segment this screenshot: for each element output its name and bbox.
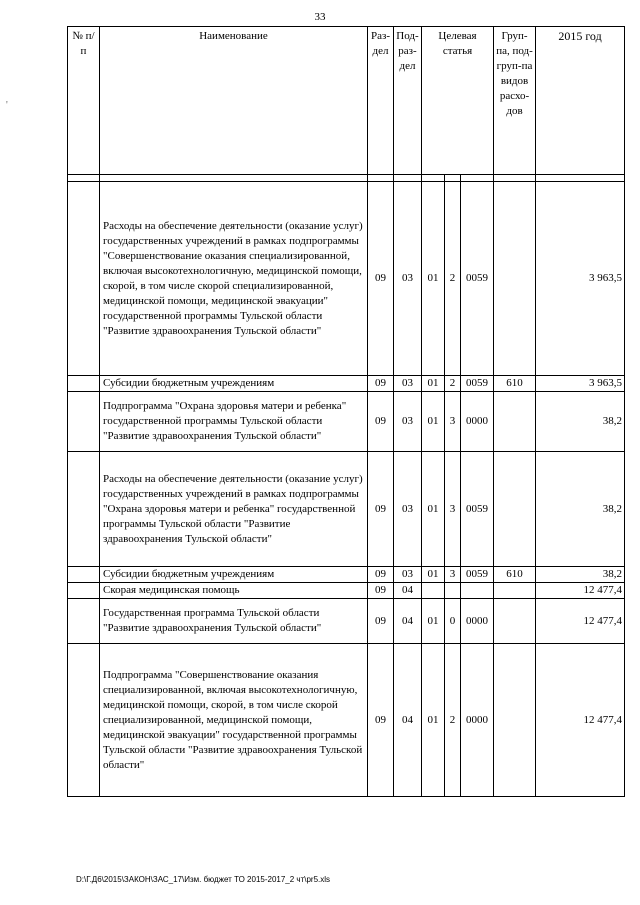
target-direction-cell: 0059 — [461, 182, 494, 376]
target-subprogram-cell: 3 — [445, 452, 461, 567]
target-program-cell: 01 — [422, 392, 445, 452]
header-group: Груп-па, под-груп-па видов расхо-дов — [494, 27, 536, 175]
table-row — [68, 182, 625, 376]
podrazdel-cell: 03 — [394, 452, 422, 567]
target-direction-cell: 0059 — [461, 376, 494, 392]
name-cell: Расходы на обеспечение деятельности (оказание услуг) государственных учреждений в рамках подпрограммы "Совершенствование оказания специализированной, включая высокотехнологичную, медицинской помощи, скорой, в том числе скорой специализированной, медицинской помощи, медицинской эвакуации" государственной программы Тульской области "Развитие здравоохранения Тульской области" — [100, 182, 368, 376]
amount-cell: 12 477,4 — [536, 599, 625, 644]
target-subprogram-cell: 2 — [445, 182, 461, 376]
razdel-cell: 09 — [368, 567, 394, 583]
amount-cell: 38,2 — [536, 567, 625, 583]
podrazdel-cell: 03 — [394, 182, 422, 376]
razdel-cell: 09 — [368, 452, 394, 567]
num-cell — [68, 376, 100, 392]
expense-type-cell — [494, 599, 536, 644]
target-subprogram-cell: 0 — [445, 599, 461, 644]
podrazdel-cell: 04 — [394, 583, 422, 599]
header-num: № п/п — [68, 27, 100, 175]
name-cell: Государственная программа Тульской области "Развитие здравоохранения Тульской области" — [100, 599, 368, 644]
target-program-cell: 01 — [422, 644, 445, 797]
expense-type-cell — [494, 583, 536, 599]
target-subprogram-cell: 3 — [445, 567, 461, 583]
podrazdel-cell: 04 — [394, 644, 422, 797]
file-path-footer: D:\Г.Д6\2015\ЗАКОН\ЗАС_17\Изм. бюджет ТО 2015-2017_2 чт\pr5.xls — [76, 875, 331, 884]
podrazdel-cell: 04 — [394, 599, 422, 644]
target-program-cell: 01 — [422, 599, 445, 644]
table-row — [68, 583, 625, 599]
header-name: Наименование — [100, 27, 368, 175]
header-year: 2015 год — [536, 27, 625, 175]
expense-type-cell — [494, 452, 536, 567]
budget-table — [67, 26, 625, 797]
margin-mark: ' — [6, 100, 8, 111]
num-cell — [68, 452, 100, 567]
table-row — [68, 392, 625, 452]
razdel-cell: 09 — [368, 583, 394, 599]
expense-type-cell — [494, 644, 536, 797]
num-cell — [68, 392, 100, 452]
name-cell: Субсидии бюджетным учреждениям — [100, 376, 368, 392]
target-program-cell: 01 — [422, 182, 445, 376]
name-cell: Скорая медицинская помощь — [100, 583, 368, 599]
header-target: Целевая статья — [422, 27, 494, 175]
podrazdel-cell: 03 — [394, 392, 422, 452]
header-gap-row — [68, 175, 625, 182]
header-row — [68, 27, 625, 175]
expense-type-cell — [494, 392, 536, 452]
target-subprogram-cell: 2 — [445, 644, 461, 797]
razdel-cell: 09 — [368, 182, 394, 376]
target-program-cell: 01 — [422, 567, 445, 583]
name-cell: Расходы на обеспечение деятельности (оказание услуг) государственных учреждений в рамках подпрограммы "Охрана здоровья матери и ребенка" государственной программы Тульской области "Развитие здравоохранения Тульской области" — [100, 452, 368, 567]
target-direction-cell: 0000 — [461, 392, 494, 452]
expense-type-cell: 610 — [494, 567, 536, 583]
num-cell — [68, 583, 100, 599]
podrazdel-cell: 03 — [394, 567, 422, 583]
target-program-cell: 01 — [422, 376, 445, 392]
table-row — [68, 644, 625, 797]
target-subprogram-cell: 2 — [445, 376, 461, 392]
name-cell: Подпрограмма "Совершенствование оказания специализированной, включая высокотехнологичную, медицинской помощи, скорой, в том числе скорой специализированной, медицинской помощи, медицинской эвакуации" государственной программы Тульской области "Развитие здравоохранения Тульской области" — [100, 644, 368, 797]
target-direction-cell: 0059 — [461, 567, 494, 583]
razdel-cell: 09 — [368, 644, 394, 797]
table-row — [68, 567, 625, 583]
num-cell — [68, 182, 100, 376]
num-cell — [68, 644, 100, 797]
target-direction-cell: 0059 — [461, 452, 494, 567]
target-direction-cell: 0000 — [461, 644, 494, 797]
target-subprogram-cell: 3 — [445, 392, 461, 452]
amount-cell: 12 477,4 — [536, 583, 625, 599]
target-direction-cell — [461, 583, 494, 599]
amount-cell: 38,2 — [536, 392, 625, 452]
razdel-cell: 09 — [368, 599, 394, 644]
expense-type-cell: 610 — [494, 376, 536, 392]
expense-type-cell — [494, 182, 536, 376]
name-cell: Субсидии бюджетным учреждениям — [100, 567, 368, 583]
amount-cell: 12 477,4 — [536, 644, 625, 797]
name-cell: Подпрограмма "Охрана здоровья матери и ребенка" государственной программы Тульской области "Развитие здравоохранения Тульской области" — [100, 392, 368, 452]
target-program-cell — [422, 583, 445, 599]
table-row — [68, 452, 625, 567]
table-row — [68, 599, 625, 644]
amount-cell: 3 963,5 — [536, 182, 625, 376]
amount-cell: 38,2 — [536, 452, 625, 567]
table-row — [68, 376, 625, 392]
podrazdel-cell: 03 — [394, 376, 422, 392]
header-podrazdel: Под-раз-дел — [394, 27, 422, 175]
num-cell — [68, 599, 100, 644]
target-program-cell: 01 — [422, 452, 445, 567]
razdel-cell: 09 — [368, 392, 394, 452]
target-subprogram-cell — [445, 583, 461, 599]
page-number: 33 — [314, 11, 326, 23]
target-direction-cell: 0000 — [461, 599, 494, 644]
razdel-cell: 09 — [368, 376, 394, 392]
header-razdel: Раз-дел — [368, 27, 394, 175]
amount-cell: 3 963,5 — [536, 376, 625, 392]
num-cell — [68, 567, 100, 583]
